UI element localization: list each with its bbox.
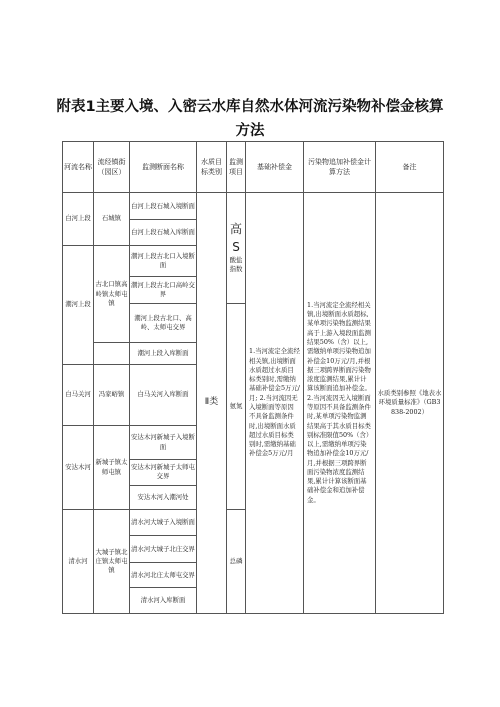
town-name: 古北口镇高岭镇太师屯镇	[94, 245, 130, 343]
section-name: 白马关河入库断面	[130, 364, 197, 426]
town-name: 新城子镇太师屯镇	[94, 426, 130, 510]
header-base-compensation: 基础补偿金	[246, 142, 304, 193]
section-name: 清水河大城子北庄交界	[130, 536, 197, 563]
section-name: 安达木河新城子太师屯交界	[130, 460, 197, 485]
indicator-codmn	[227, 192, 246, 303]
additional-method-text: 1.当河流定全流经相关镇,出境断面水质超标,某单项污染物监测结果高于上游入境段面监测结果50%（含）以上,需缴纳单项污染物追加补偿金10万元/月,并根据三项跨界断面污染物浓度监测结果,累计计算该断面追加补偿金。 2.当河流因无入境断面等原因不具备监测条件时,某单项污染物监测结果高于其水质目标类别标准限值50%（含）以上,需缴纳单项污染物追加补偿金10万元/月,并根据三项跨界断面污染物浓度监测结果,累计计算该断面基础补偿金和追加补偿金。	[304, 192, 376, 613]
section-name: 白河上段石城入境断面	[130, 192, 197, 220]
indicator-nh3n: 氨氮	[227, 304, 246, 510]
section-name: 潮河上段古北口高岭交界	[130, 276, 197, 304]
town-name: 冯家峪镇	[94, 364, 130, 426]
section-name: 白河上段石城入库断面	[130, 220, 197, 245]
river-name: 清水河	[63, 509, 94, 613]
town-name: 石城镇	[94, 192, 130, 245]
table-row	[63, 192, 444, 220]
indicator-tp: 总磷	[227, 509, 246, 613]
compensation-table	[62, 141, 444, 614]
document-title-line-2: 方法	[235, 123, 265, 139]
section-name: 清水河北庄太师屯交界	[130, 563, 197, 588]
section-name: 潮河上段入库断面	[130, 343, 197, 364]
table-header-row	[63, 142, 444, 193]
river-name: 安达木河	[63, 426, 94, 510]
document-title-line-1: 附表1主要入境、入密云水库自然水体河流污染物补偿金核算	[56, 99, 444, 115]
header-additional-method: 污染物追加补偿金计算方法	[304, 142, 376, 193]
header-remark: 备注	[376, 142, 444, 193]
river-name: 白马关河	[63, 364, 94, 426]
section-name: 潮河上段古北口、高岭、太师屯交界	[130, 304, 197, 343]
section-name: 潮河上段古北口入境断面	[130, 245, 197, 276]
base-compensation-text: 1.当河流定全流经相关镇,出境断面水质超过水质目标类别时,需缴纳基础补偿金5万元/月; 2.当河流因无入境断面等原因不具备监测条件时,出境断面水质超过水质目标类别时,需缴纳基础补偿金5万元/月	[246, 192, 304, 613]
indicator-codmn-b: 酸盐指数	[229, 256, 243, 274]
section-name: 安达木河入潮河处	[130, 485, 197, 509]
river-name: 潮河上段	[63, 245, 94, 364]
remark-text: 水质类别参照《地表水环境质量标准》（GB3838-2002）	[376, 192, 444, 613]
header-section: 监测断面名称	[130, 142, 197, 193]
header-river: 河流名称	[63, 142, 94, 193]
header-indicator: 监测项目	[227, 142, 246, 193]
header-town: 流经镇街（园区）	[94, 142, 130, 193]
section-name: 清水河大城子入境断面	[130, 509, 197, 536]
water-class-target: Ⅱ类	[197, 192, 227, 613]
header-water-class: 水质目标类别	[197, 142, 227, 193]
river-name: 白河上段	[63, 192, 94, 245]
town-name: 大城子镇北庄镇太师屯镇	[94, 509, 130, 613]
section-name: 安达木河新城子入境断面	[130, 426, 197, 460]
section-name: 清水河入库断面	[130, 588, 197, 614]
indicator-codmn-a: 高S	[229, 222, 242, 254]
